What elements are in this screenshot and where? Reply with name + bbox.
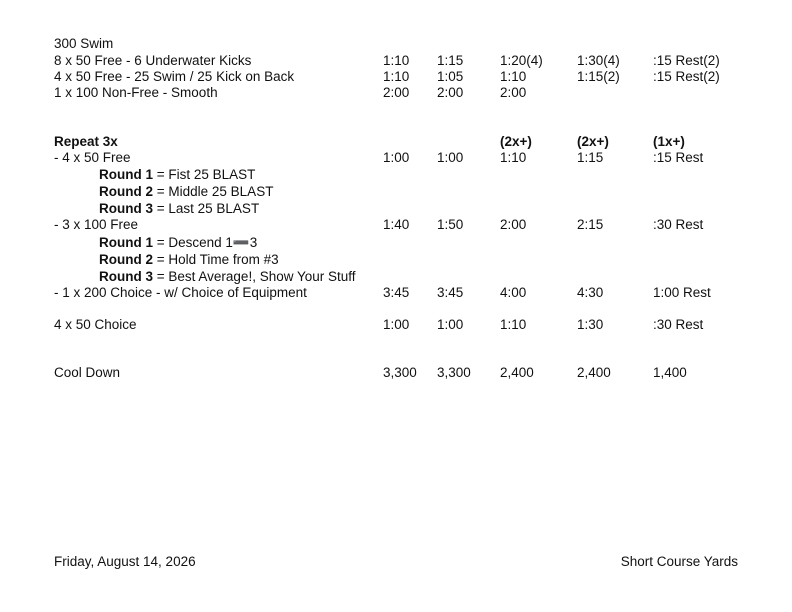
set-1-round-2-desc: = Middle 25 BLAST	[153, 184, 274, 199]
set-2-round-1	[0, 234, 792, 251]
choice-col-3: 1:10	[500, 317, 527, 332]
warmup-row-1-col-3: 1:20(4)	[500, 53, 543, 68]
cooldown-col-3: 2,400	[500, 365, 534, 380]
set-2-round-1-desc: = Descend 1➖3	[153, 235, 258, 250]
main-set-header-col-3: (2x+)	[500, 134, 532, 149]
set-1-desc: - 4 x 50 Free	[54, 150, 131, 165]
choice-col-2: 1:00	[437, 317, 464, 332]
set-2-round-1-label: Round 1	[99, 235, 153, 250]
warmup-row-2-col-1: 1:10	[383, 69, 410, 84]
set-1-col-3: 1:10	[500, 150, 527, 165]
cooldown-row	[0, 364, 792, 381]
warmup-row-1-col-4: 1:30(4)	[577, 53, 620, 68]
set-3-col-1: 3:45	[383, 285, 410, 300]
set-2-round-2	[0, 251, 792, 268]
cooldown-col-2: 3,300	[437, 365, 471, 380]
cooldown-col-1: 3,300	[383, 365, 417, 380]
set-2-row	[0, 216, 792, 233]
choice-desc: 4 x 50 Choice	[54, 317, 137, 332]
set-1-round-3-label: Round 3	[99, 201, 153, 216]
warmup-title: 300 Swim	[54, 36, 114, 51]
set-2-round-3	[0, 268, 792, 285]
warmup-row-3	[0, 84, 792, 101]
set-1-round-1-desc: = Fist 25 BLAST	[153, 167, 256, 182]
set-1-col-5: :15 Rest	[653, 150, 704, 165]
cooldown-col-4: 2,400	[577, 365, 611, 380]
warmup-row-2-col-2: 1:05	[437, 69, 464, 84]
set-1-col-1: 1:00	[383, 150, 410, 165]
set-2-col-1: 1:40	[383, 217, 410, 232]
set-1-round-2	[0, 183, 792, 200]
main-set-header-col-4: (2x+)	[577, 134, 609, 149]
main-set-title: Repeat 3x	[54, 134, 118, 149]
set-2-round-2-desc: = Hold Time from #3	[153, 252, 279, 267]
warmup-row-2-col-4: 1:15(2)	[577, 69, 620, 84]
warmup-row-1-desc: 8 x 50 Free - 6 Underwater Kicks	[54, 53, 252, 68]
set-1-col-2: 1:00	[437, 150, 464, 165]
warmup-row-1-col-2: 1:15	[437, 53, 464, 68]
warmup-row-2-col-3: 1:10	[500, 69, 527, 84]
set-3-col-2: 3:45	[437, 285, 464, 300]
set-2-col-2: 1:50	[437, 217, 464, 232]
warmup-row-3-desc: 1 x 100 Non-Free - Smooth	[54, 85, 218, 100]
main-set-header-col-5: (1x+)	[653, 134, 685, 149]
set-1-round-3	[0, 200, 792, 217]
set-3-row	[0, 284, 792, 301]
set-1-col-4: 1:15	[577, 150, 604, 165]
warmup-row-1-col-5: :15 Rest(2)	[653, 53, 720, 68]
warmup-row-2-col-5: :15 Rest(2)	[653, 69, 720, 84]
set-2-col-5: :30 Rest	[653, 217, 704, 232]
set-1-row	[0, 149, 792, 166]
choice-col-5: :30 Rest	[653, 317, 704, 332]
choice-row	[0, 316, 792, 333]
set-1-round-1-label: Round 1	[99, 167, 153, 182]
warmup-row-1-col-1: 1:10	[383, 53, 410, 68]
warmup-title-row	[0, 35, 792, 52]
choice-col-4: 1:30	[577, 317, 604, 332]
set-2-desc: - 3 x 100 Free	[54, 217, 139, 232]
set-2-round-3-desc: = Best Average!, Show Your Stuff	[153, 269, 356, 284]
warmup-row-1	[0, 52, 792, 69]
set-2-col-4: 2:15	[577, 217, 604, 232]
set-1-round-1	[0, 166, 792, 183]
set-3-col-4: 4:30	[577, 285, 604, 300]
set-2-round-3-label: Round 3	[99, 269, 153, 284]
choice-col-1: 1:00	[383, 317, 410, 332]
set-3-desc: - 1 x 200 Choice - w/ Choice of Equipment	[54, 285, 307, 300]
warmup-row-3-col-1: 2:00	[383, 85, 410, 100]
set-1-round-3-desc: = Last 25 BLAST	[153, 201, 260, 216]
set-2-col-3: 2:00	[500, 217, 527, 232]
set-3-col-5: 1:00 Rest	[653, 285, 711, 300]
warmup-row-3-col-2: 2:00	[437, 85, 464, 100]
warmup-row-2	[0, 68, 792, 85]
warmup-row-2-desc: 4 x 50 Free - 25 Swim / 25 Kick on Back	[54, 69, 295, 84]
footer-date: Friday, August 14, 2026	[54, 554, 196, 569]
set-3-col-3: 4:00	[500, 285, 527, 300]
footer-course: Short Course Yards	[620, 554, 738, 569]
main-set-header-row	[0, 133, 792, 150]
set-1-round-2-label: Round 2	[99, 184, 153, 199]
warmup-row-3-col-3: 2:00	[500, 85, 527, 100]
cooldown-desc: Cool Down	[54, 365, 121, 380]
cooldown-col-5: 1,400	[653, 365, 687, 380]
set-2-round-2-label: Round 2	[99, 252, 153, 267]
